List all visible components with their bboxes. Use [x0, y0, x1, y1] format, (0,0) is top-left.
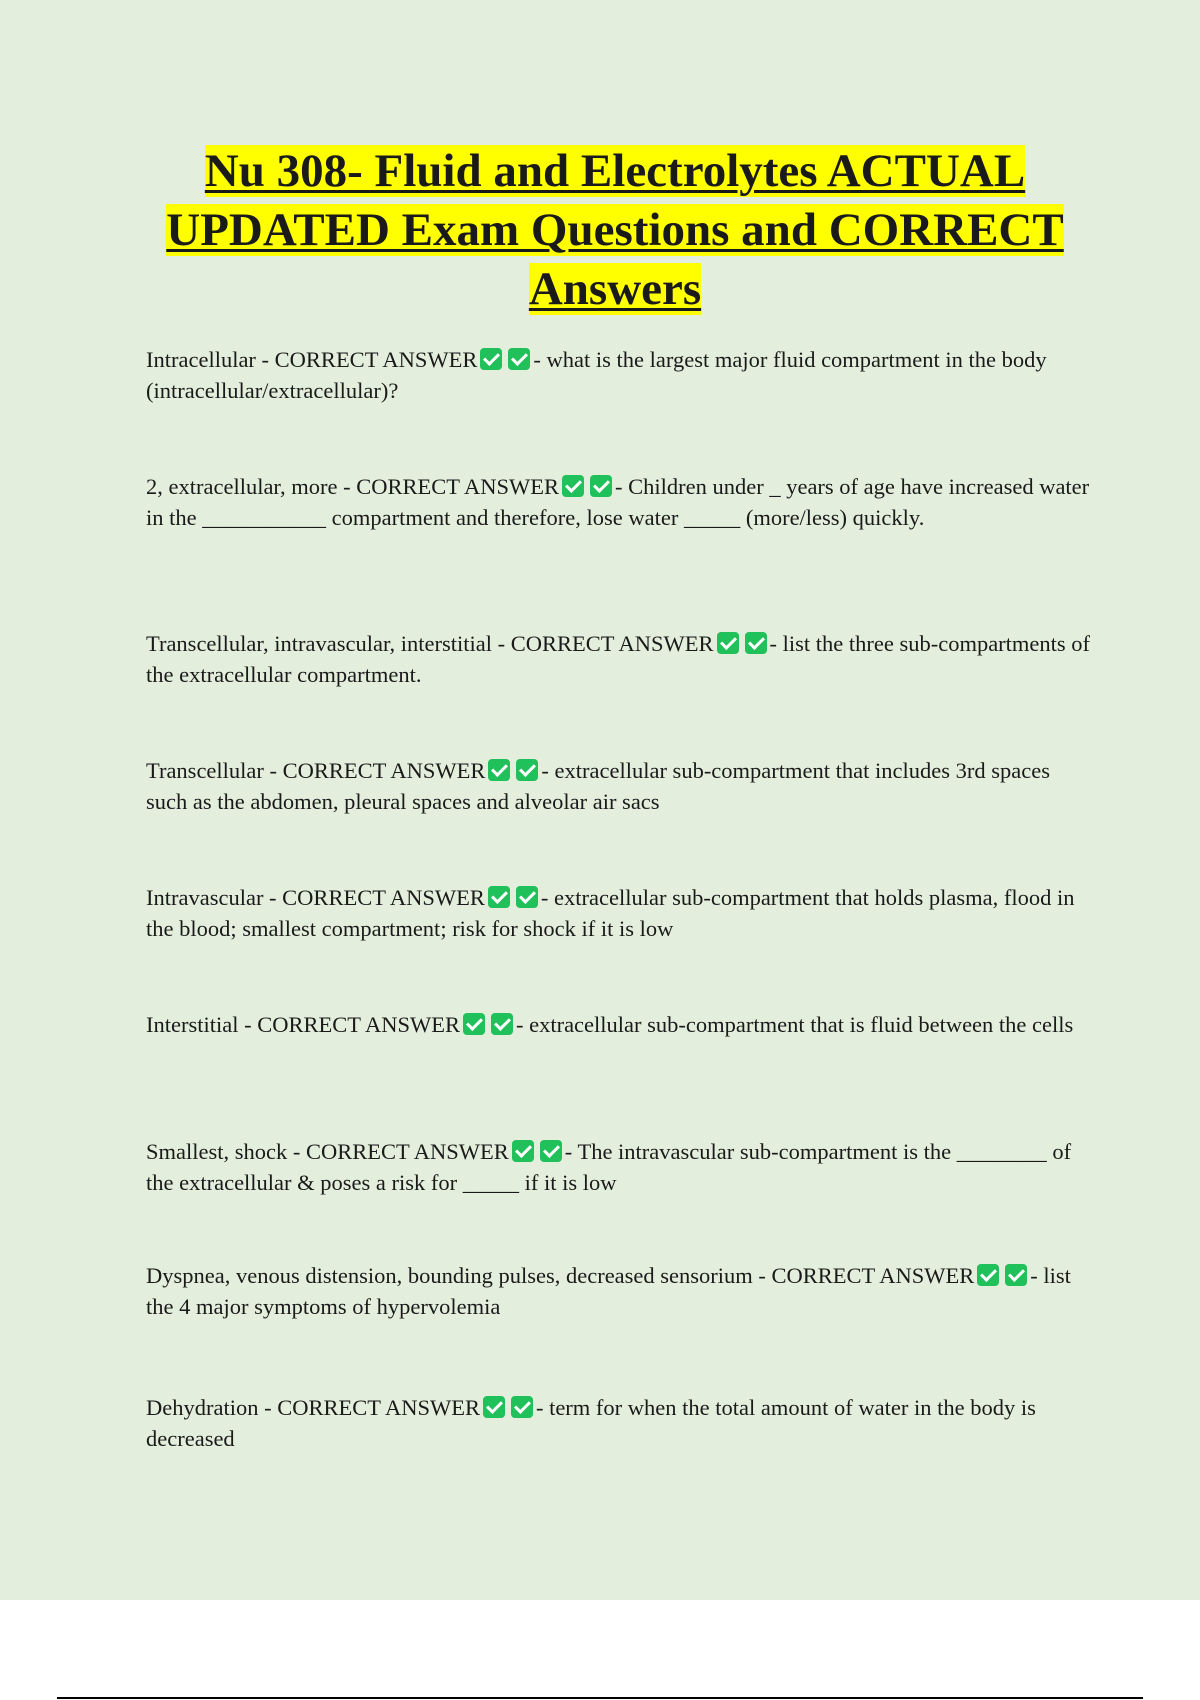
- checkmark-icon: [590, 475, 612, 497]
- answer-text: Dehydration - CORRECT ANSWER: [146, 1395, 480, 1420]
- qa-item: [146, 755, 1096, 817]
- answer-text: Interstitial - CORRECT ANSWER: [146, 1012, 460, 1037]
- footer-divider: [57, 1697, 1143, 1699]
- answer-text: Intravascular - CORRECT ANSWER: [146, 885, 485, 910]
- checkmark-icon: [562, 475, 584, 497]
- qa-item: [146, 628, 1096, 690]
- checkmark-icon: [977, 1264, 999, 1286]
- qa-item: [146, 1009, 1096, 1040]
- qa-item: [146, 1260, 1096, 1322]
- checkmark-icon: [488, 759, 510, 781]
- title-line-1: Nu 308- Fluid and Electrolytes ACTUAL: [204, 145, 1026, 197]
- answer-text: Dyspnea, venous distension, bounding pulses, decreased sensorium - CORRECT ANSWER: [146, 1263, 975, 1288]
- question-text: - extracellular sub-compartment that is fluid between the cells: [515, 1012, 1074, 1037]
- answer-text: Smallest, shock - CORRECT ANSWER: [146, 1139, 509, 1164]
- document-title: [130, 142, 1100, 319]
- answer-text: 2, extracellular, more - CORRECT ANSWER: [146, 474, 559, 499]
- qa-item: [146, 1392, 1096, 1454]
- checkmark-icon: [516, 886, 538, 908]
- question-text: - term for when the total amount of water in the body is decreased: [146, 1395, 1036, 1451]
- question-text: - list the 4 major symptoms of hypervolemia: [146, 1263, 1071, 1319]
- checkmark-icon: [491, 1013, 513, 1035]
- checkmark-icon: [480, 348, 502, 370]
- question-text: - list the three sub-compartments of the extracellular compartment.: [146, 631, 1091, 687]
- checkmark-icon: [483, 1396, 505, 1418]
- qa-item: [146, 471, 1096, 533]
- question-text: - Children under _ years of age have increased water in the ___________ compartment and therefore, lose water _____ (more/less) quickly.: [146, 474, 1090, 530]
- checkmark-icon: [508, 348, 530, 370]
- checkmark-icon: [717, 632, 739, 654]
- title-line-3: Answers: [528, 263, 702, 315]
- qa-item: [146, 882, 1096, 944]
- question-text: - extracellular sub-compartment that includes 3rd spaces such as the abdomen, pleural spaces and alveolar air sacs: [146, 758, 1050, 814]
- answer-text: Transcellular, intravascular, interstitial - CORRECT ANSWER: [146, 631, 714, 656]
- question-text: - The intravascular sub-compartment is the ________ of the extracellular & poses a risk for _____ if it is low: [146, 1139, 1072, 1195]
- question-text: - what is the largest major fluid compartment in the body (intracellular/extracellular)?: [146, 347, 1047, 403]
- checkmark-icon: [516, 759, 538, 781]
- qa-item: [146, 344, 1096, 406]
- answer-text: Intracellular - CORRECT ANSWER: [146, 347, 478, 372]
- checkmark-icon: [1005, 1264, 1027, 1286]
- question-text: - extracellular sub-compartment that holds plasma, flood in the blood; smallest compartment; risk for shock if it is low: [146, 885, 1075, 941]
- checkmark-icon: [745, 632, 767, 654]
- checkmark-icon: [512, 1140, 534, 1162]
- checkmark-icon: [488, 886, 510, 908]
- title-line-2: UPDATED Exam Questions and CORRECT: [166, 204, 1064, 256]
- checkmark-icon: [540, 1140, 562, 1162]
- answer-text: Transcellular - CORRECT ANSWER: [146, 758, 486, 783]
- checkmark-icon: [463, 1013, 485, 1035]
- qa-item: [146, 1136, 1096, 1198]
- checkmark-icon: [511, 1396, 533, 1418]
